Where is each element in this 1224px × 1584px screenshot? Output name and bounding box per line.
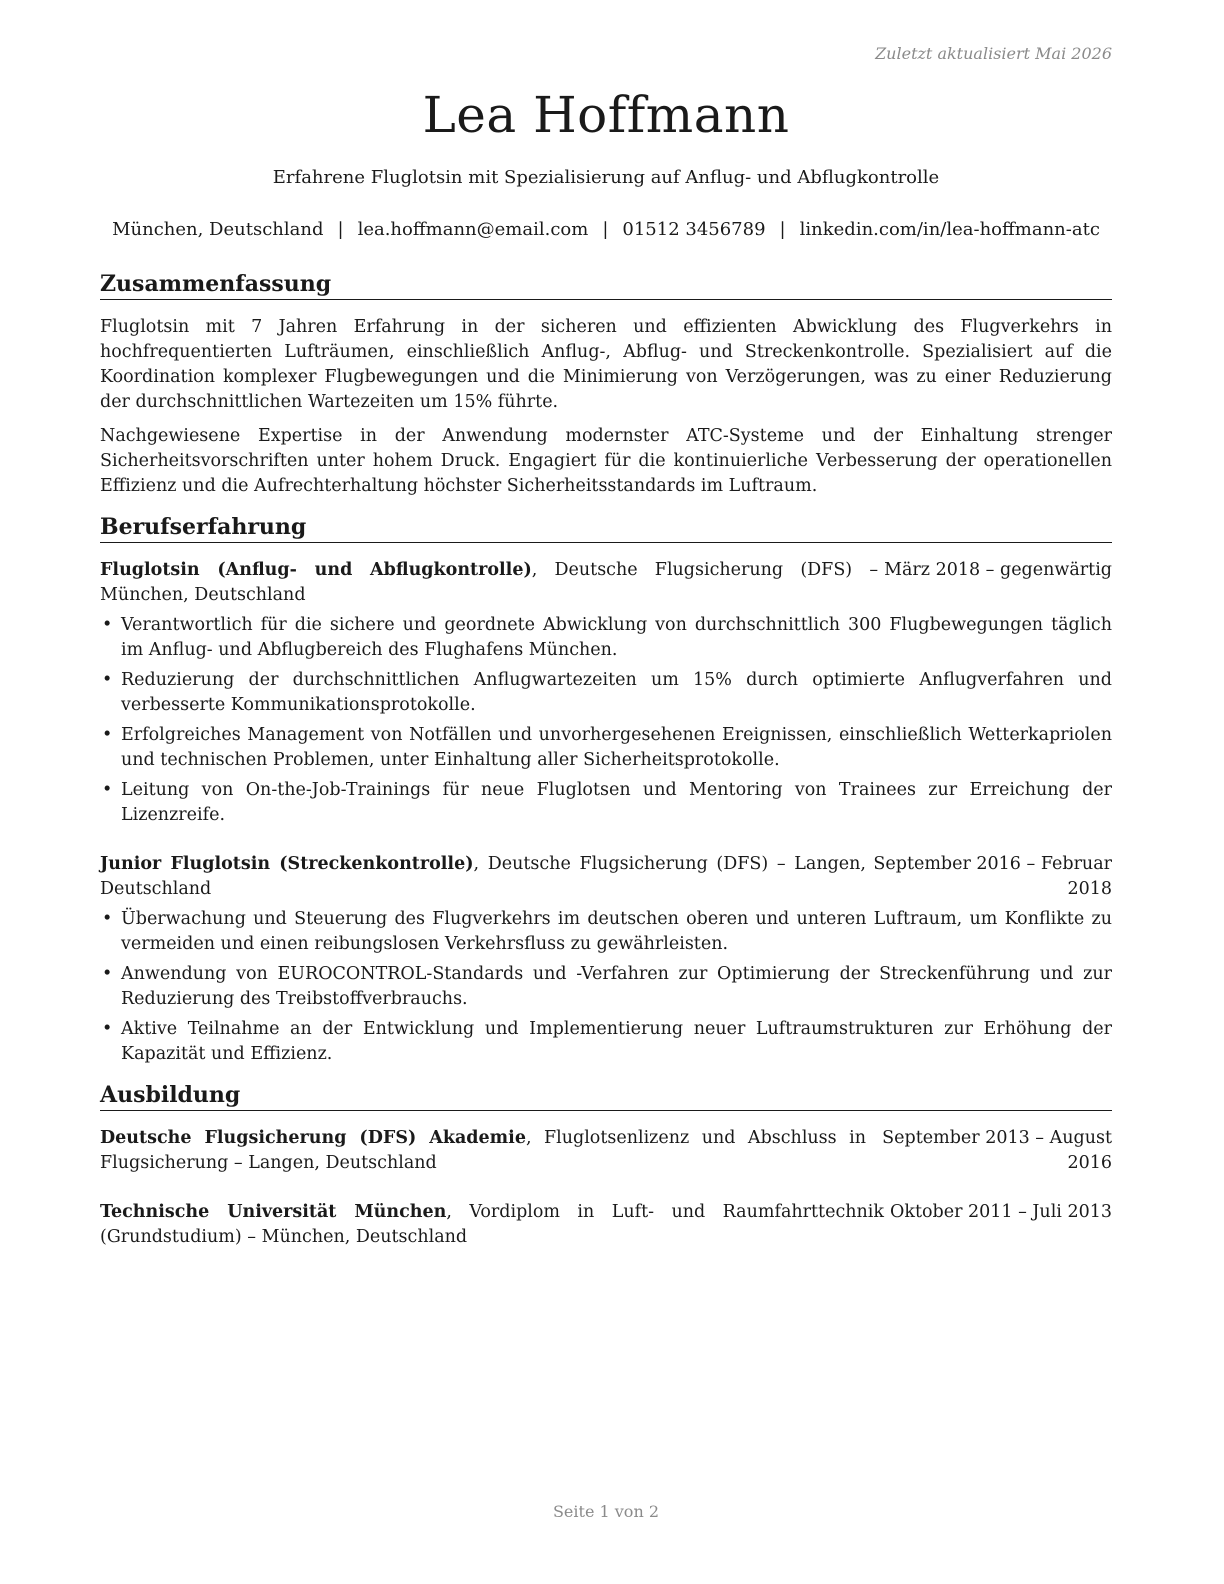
education-institution: Deutsche Flugsicherung (DFS) Akademie bbox=[100, 1128, 526, 1148]
education-title-line bbox=[100, 1126, 872, 1176]
job-bullet: • Aktive Teilnahme an der Entwicklung und Implementierung neuer Luftraumstrukturen zur Erhöhung der Kapazität und Effizienz. bbox=[100, 1017, 1112, 1067]
summary-section bbox=[100, 270, 1112, 499]
job-entry bbox=[100, 558, 1112, 828]
job-bullet: • Anwendung von EUROCONTROL-Standards und -Verfahren zur Optimierung der Streckenführung und zur Reduzierung des Treibstoffverbrauchs. bbox=[100, 962, 1112, 1012]
education-details: , Vordiplom in Luft- und Raumfahrttechnik (Grundstudium) – München, Deutschland bbox=[100, 1202, 884, 1247]
job-dates: September 2016 – Februar 2018 bbox=[873, 854, 1112, 899]
education-dates: Oktober 2011 – Juli 2013 bbox=[890, 1202, 1112, 1222]
job-role: Fluglotsin (Anflug- und Abflugkontrolle) bbox=[100, 560, 532, 580]
experience-section bbox=[100, 513, 1112, 1067]
education-section bbox=[100, 1081, 1112, 1250]
contact-separator: | bbox=[337, 219, 344, 240]
summary-paragraph: Nachgewiesene Expertise in der Anwendung modernster ATC-Systeme und der Einhaltung strenger Sicherheitsvorschriften unter hohem Druck. Engagiert für die kontinuierliche Verbesserung der operationellen Effizienz und die Aufrechterhaltung höchster Sicherheitsstandards im Luftraum. bbox=[100, 426, 1112, 496]
section-title-summary: Zusammenfassung bbox=[100, 270, 1112, 300]
education-details: , Fluglotsenlizenz und Abschluss in Flugsicherung – Langen, Deutschland bbox=[100, 1128, 866, 1173]
contact-email[interactable]: lea.hoffmann@email.com bbox=[357, 219, 589, 240]
section-title-experience: Berufserfahrung bbox=[100, 513, 1112, 543]
job-bullet: • Erfolgreiches Management von Notfällen und unvorhergesehenen Ereignissen, einschließlich Wetterkapriolen und technischen Problemen, unter Einhaltung aller Sicherheitsprotokolle. bbox=[100, 723, 1112, 773]
education-institution: Technische Universität München bbox=[100, 1202, 447, 1222]
job-bullet-list bbox=[100, 613, 1112, 828]
education-entry bbox=[100, 1126, 1112, 1176]
education-dates: September 2013 – August 2016 bbox=[882, 1128, 1112, 1173]
job-dates: März 2018 – gegenwärtig bbox=[884, 560, 1112, 580]
contact-location: München, Deutschland bbox=[112, 219, 324, 240]
contact-linkedin[interactable]: linkedin.com/in/lea-hoffmann-atc bbox=[799, 219, 1100, 240]
education-title-line bbox=[100, 1200, 890, 1250]
job-title-line bbox=[100, 558, 884, 608]
contact-separator: | bbox=[779, 219, 786, 240]
section-title-education: Ausbildung bbox=[100, 1081, 1112, 1111]
job-bullet: • Leitung von On-the-Job-Trainings für neue Fluglotsen und Mentoring von Trainees zur Erreichung der Lizenzreife. bbox=[100, 778, 1112, 828]
job-entry bbox=[100, 852, 1112, 1067]
job-bullet: • Reduzierung der durchschnittlichen Anflugwartezeiten um 15% durch optimierte Anflugverfahren und verbesserte Kommunikationsprotokolle. bbox=[100, 668, 1112, 718]
resume-content bbox=[100, 270, 1112, 1264]
job-bullet: • Überwachung und Steuerung des Flugverkehrs im deutschen oberen und unteren Luftraum, um Konflikte zu vermeiden und einen reibungslosen Verkehrsfluss zu gewährleisten. bbox=[100, 907, 1112, 957]
contact-separator: | bbox=[602, 219, 609, 240]
job-header bbox=[100, 558, 1112, 608]
job-title-line bbox=[100, 852, 872, 902]
page-number: Seite 1 von 2 bbox=[552, 1502, 660, 1521]
education-entry bbox=[100, 1200, 1112, 1250]
job-header bbox=[100, 852, 1112, 902]
summary-paragraph: Fluglotsin mit 7 Jahren Erfahrung in der sicheren und effizienten Abwicklung des Flugverkehrs in hochfrequentierten Lufträumen, einschließlich Anflug-, Abflug- und Streckenkontrolle. Spezialisiert auf die Koordination komplexer Flugbewegungen und die Minimierung von Verzögerungen, was zu einer Reduzierung der durchschnittlichen Wartezeiten um 15% führte. bbox=[100, 317, 1112, 412]
resume-page bbox=[100, 0, 1112, 1584]
education-header bbox=[100, 1126, 1112, 1176]
education-header bbox=[100, 1200, 1112, 1250]
candidate-headline: Erfahrene Fluglotsin mit Spezialisierung auf Anflug- und Abflugkontrolle bbox=[272, 167, 940, 188]
last-updated-note: Zuletzt aktualisiert Mai 2026 bbox=[875, 44, 1112, 63]
contact-line bbox=[100, 219, 1112, 240]
job-bullet-list bbox=[100, 907, 1112, 1067]
job-bullet: • Verantwortlich für die sichere und geordnete Abwicklung von durchschnittlich 300 Flugbewegungen täglich im Anflug- und Abflugbereich des Flughafens München. bbox=[100, 613, 1112, 663]
contact-phone[interactable]: 01512 3456789 bbox=[622, 219, 766, 240]
job-details: , Deutsche Flugsicherung (DFS) – Langen, Deutschland bbox=[100, 854, 866, 899]
candidate-name: Lea Hoffmann bbox=[422, 86, 790, 144]
job-role: Junior Fluglotsin (Streckenkontrolle) bbox=[100, 854, 474, 874]
job-details: , Deutsche Flugsicherung (DFS) – München, Deutschland bbox=[100, 560, 879, 605]
